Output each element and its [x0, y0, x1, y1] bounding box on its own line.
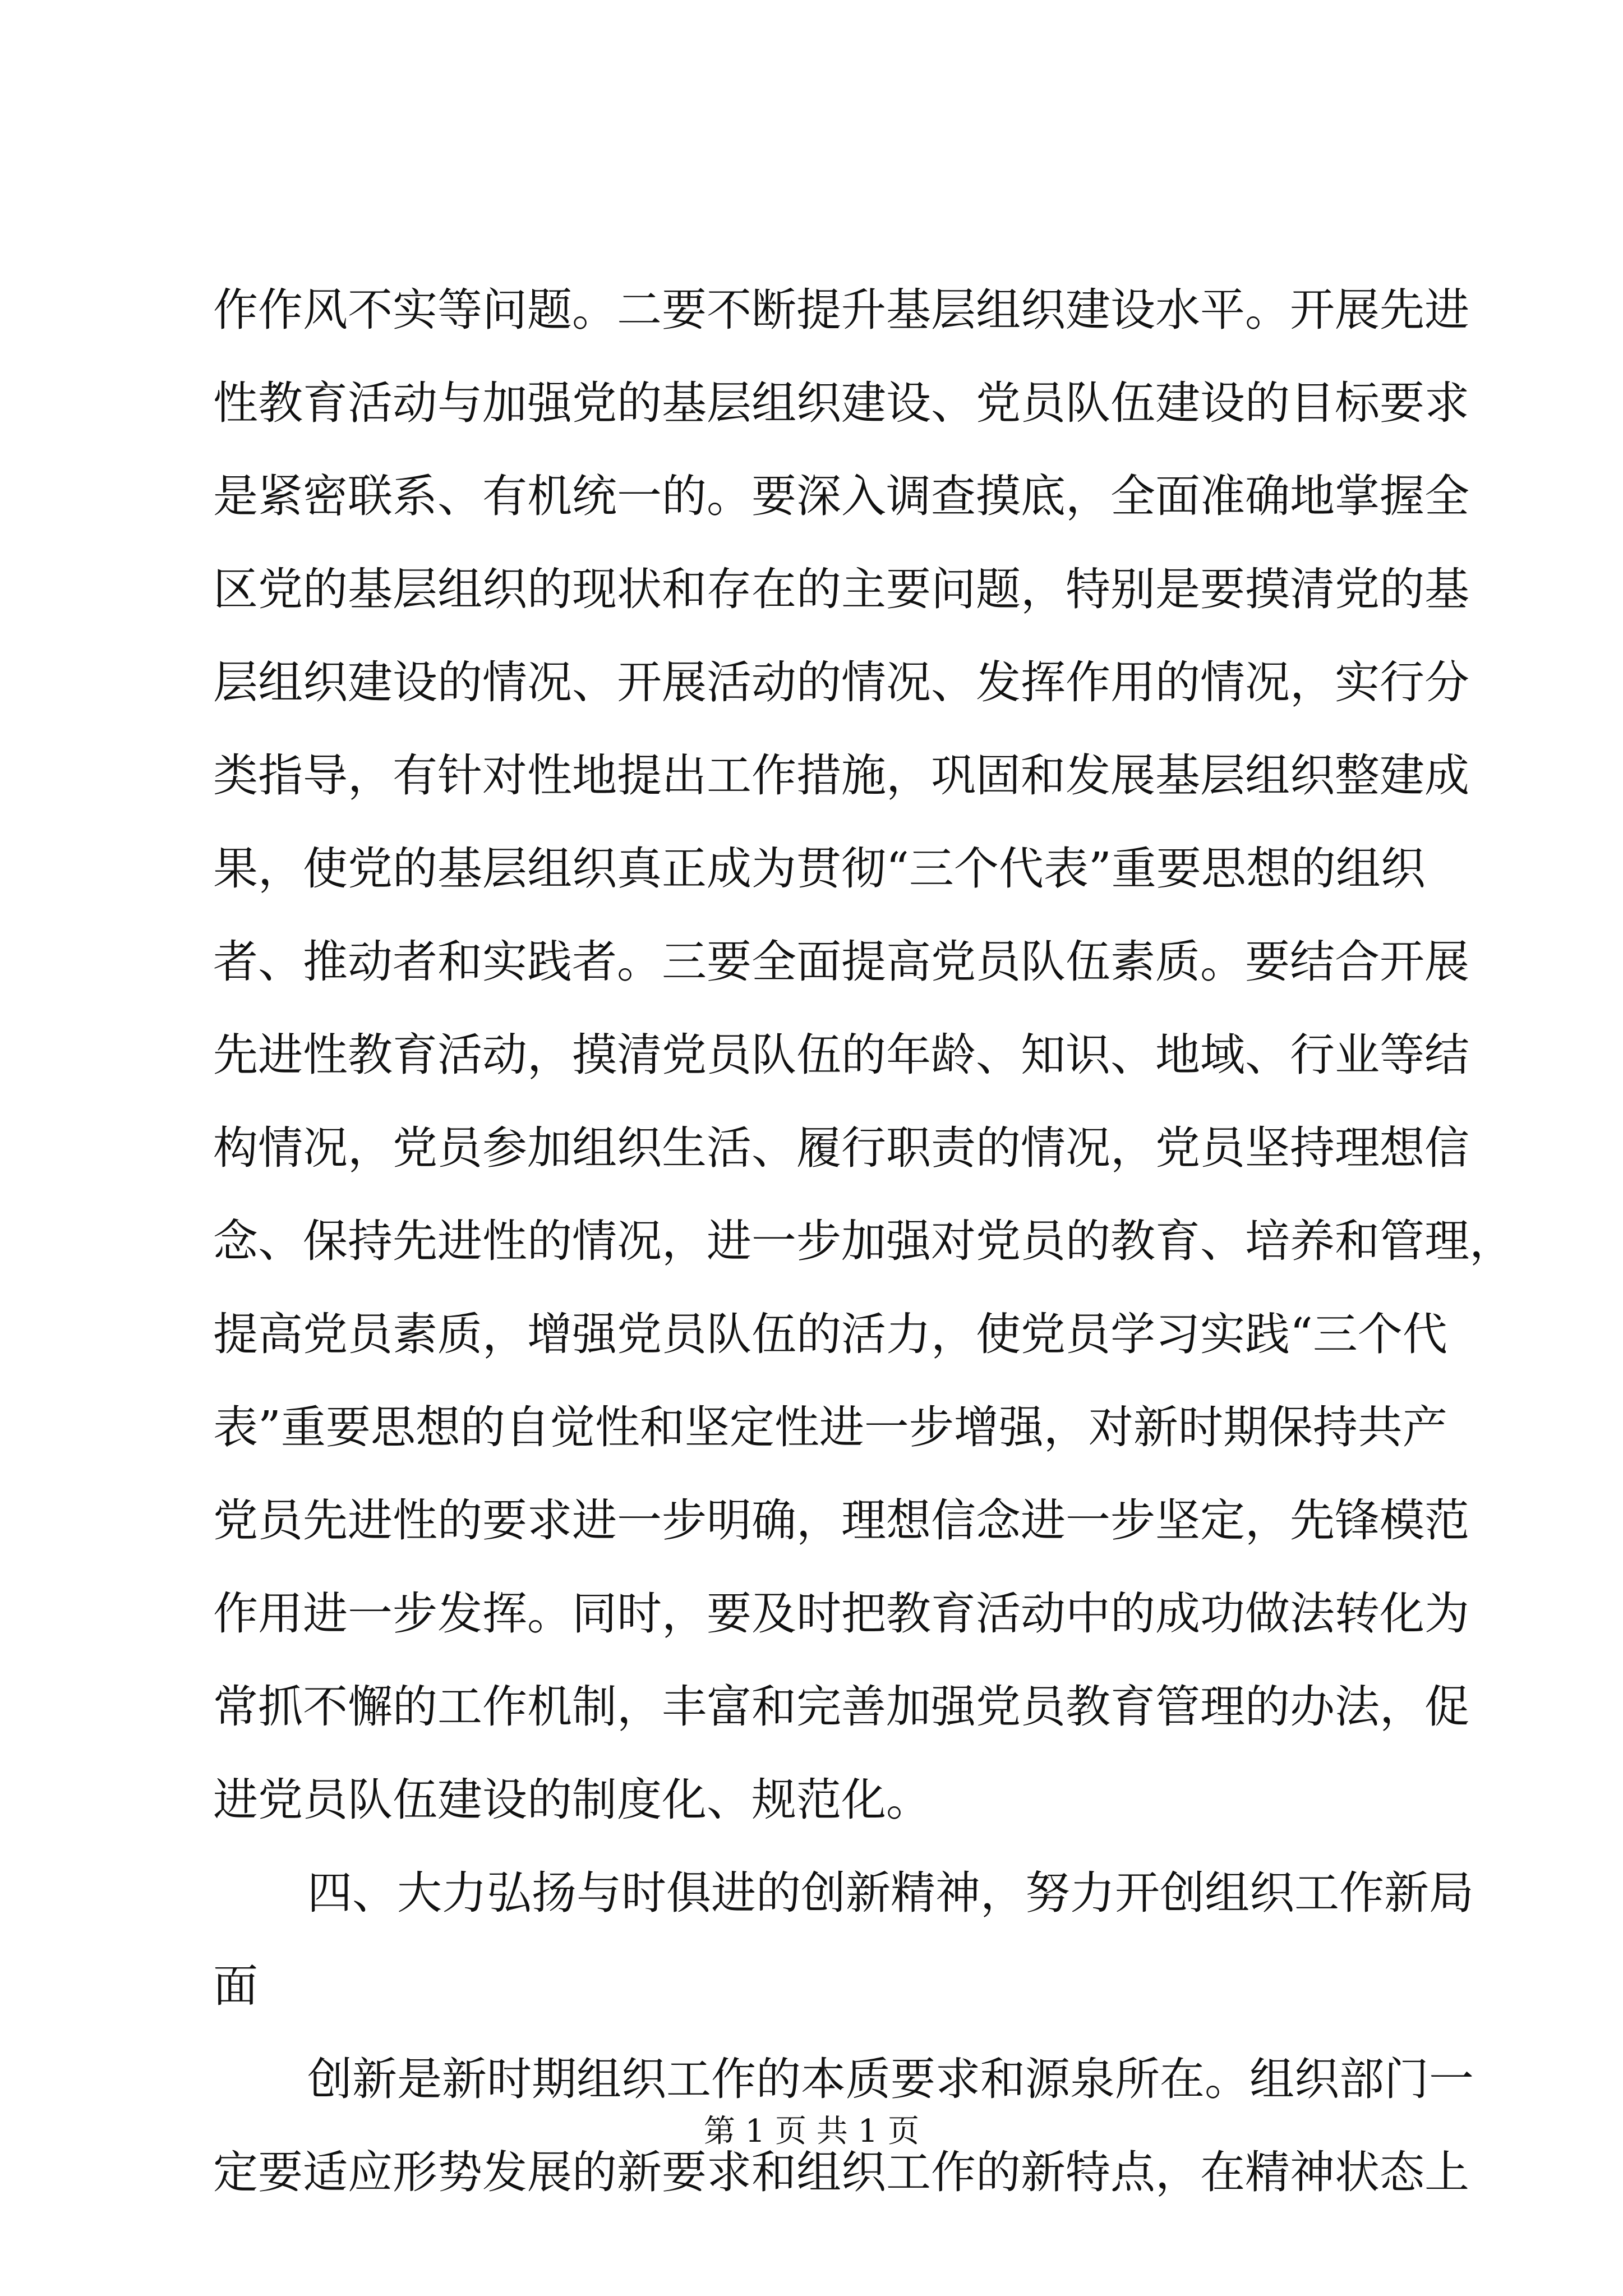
page-number-label: 第 1 页 共 1 页	[703, 2113, 920, 2150]
body-line: 党员先进性的要求进一步明确，理想信念进一步坚定，先锋模范	[213, 1494, 1469, 1547]
body-line: 定要适应形势发展的新要求和组织工作的新特点，在精神状态上	[213, 2146, 1469, 2198]
body-line: 性教育活动与加强党的基层组织建设、党员队伍建设的目标要求	[213, 377, 1469, 429]
page-footer	[0, 2109, 1623, 2154]
body-line: 进党员队伍建设的制度化、规范化。	[213, 1774, 931, 1826]
document-body	[213, 264, 1514, 2219]
body-line: 念、保持先进性的情况，进一步加强对党员的教育、培养和管理，	[213, 1215, 1514, 1267]
body-line: 类指导，有针对性地提出工作措施，巩固和发展基层组织整建成	[213, 749, 1469, 802]
body-line: 常抓不懈的工作机制，丰富和完善加强党员教育管理的办法，促	[213, 1681, 1469, 1733]
body-line: 构情况，党员参加组织生活、履行职责的情况，党员坚持理想信	[213, 1122, 1469, 1174]
body-line: 者、推动者和实践者。三要全面提高党员队伍素质。要结合开展	[213, 936, 1469, 988]
body-line: 果，使党的基层组织真正成为贯彻“三个代表”重要思想的组织	[213, 843, 1426, 895]
body-line: 提高党员素质，增强党员队伍的活力，使党员学习实践“三个代	[213, 1308, 1447, 1360]
body-line: 先进性教育活动，摸清党员队伍的年龄、知识、地域、行业等结	[213, 1029, 1469, 1081]
section-heading-line: 面	[213, 1960, 258, 2012]
body-line: 作用进一步发挥。同时，要及时把教育活动中的成功做法转化为	[213, 1588, 1469, 1640]
body-line: 作作风不实等问题。二要不断提升基层组织建设水平。开展先进	[213, 284, 1469, 336]
body-line: 是紧密联系、有机统一的。要深入调查摸底，全面准确地掌握全	[213, 470, 1469, 522]
body-line: 区党的基层组织的现状和存在的主要问题，特别是要摸清党的基	[213, 563, 1469, 615]
body-line: 层组织建设的情况、开展活动的情况、发挥作用的情况，实行分	[213, 656, 1469, 708]
body-line: 创新是新时期组织工作的本质要求和源泉所在。组织部门一	[307, 2053, 1474, 2105]
section-heading-line: 四、大力弘扬与时俱进的创新精神，努力开创组织工作新局	[307, 1867, 1474, 1919]
body-line: 表”重要思想的自觉性和坚定性进一步增强，对新时期保持共产	[213, 1401, 1447, 1453]
